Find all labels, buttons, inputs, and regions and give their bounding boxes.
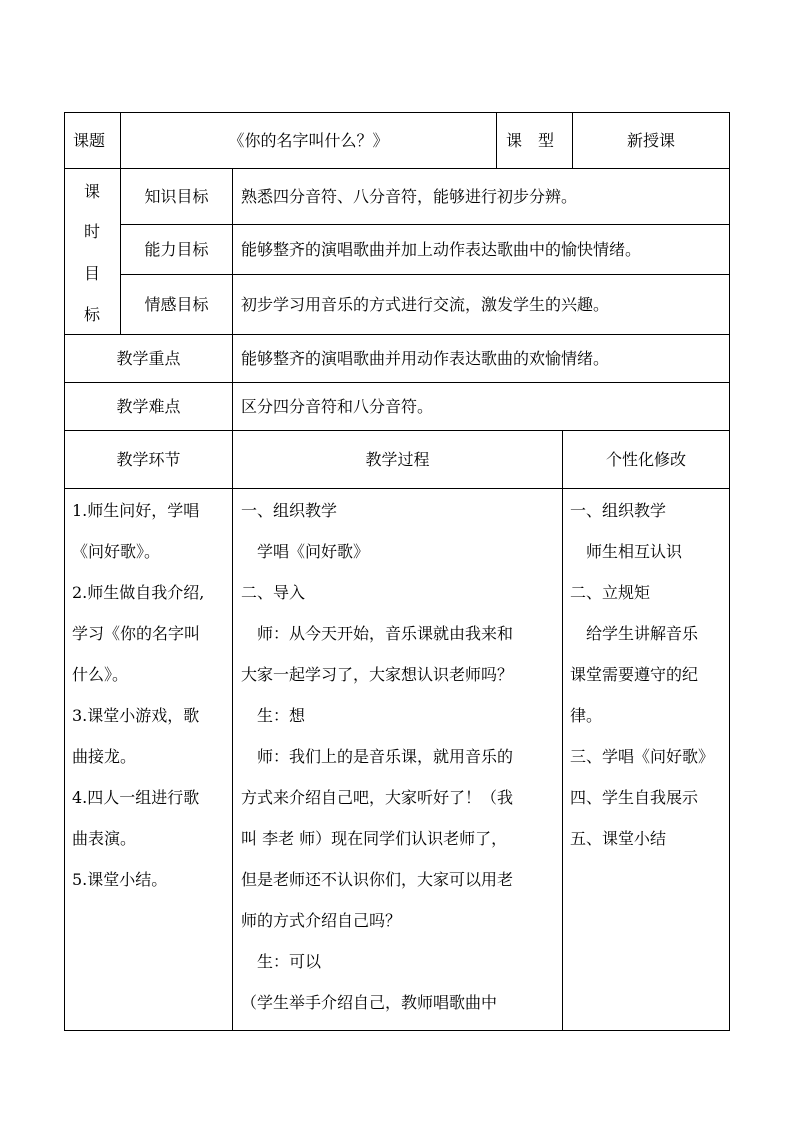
emotion-objective-label: 情感目标 (144, 295, 209, 314)
list-item: 师：从今天开始，音乐课就由我来和 (241, 624, 514, 643)
list-item: 学习《你的名字叫 (72, 624, 201, 643)
row-divider-5 (64, 382, 730, 383)
list-item: 曲接龙。 (72, 747, 137, 766)
objectives-label-char-1: 课 (84, 182, 101, 201)
list-item: 五、课堂小结 (570, 829, 667, 848)
list-item: 生：可以 (241, 952, 322, 971)
process-column-header: 教学过程 (365, 450, 430, 469)
list-item: 2.师生做自我介绍, (72, 583, 205, 602)
col-divider-e (562, 430, 563, 1031)
type-label: 课 型 (506, 131, 555, 150)
row-divider-6 (64, 430, 730, 431)
key-point-text: 能够整齐的演唱歌曲并用动作表达歌曲的欢愉情绪。 (241, 349, 610, 368)
row-divider-4 (64, 334, 730, 335)
topic-label: 课题 (73, 131, 106, 150)
list-item: 师的方式介绍自己吗？ (241, 911, 402, 930)
modify-column-header: 个性化修改 (605, 450, 686, 469)
list-item: 叫 李老 师）现在同学们认识老师了， (241, 829, 508, 848)
steps-column-header: 教学环节 (116, 450, 181, 469)
process-list (241, 490, 513, 1023)
list-item: 一、组织教学 (241, 501, 338, 520)
list-item: 生：想 (241, 706, 306, 725)
list-item: （学生举手介绍自己，教师唱歌曲中 (241, 993, 498, 1012)
list-item: 1.师生问好，学唱 (72, 501, 200, 520)
difficulty-text: 区分四分音符和八分音符。 (241, 397, 434, 416)
row-divider-1 (64, 168, 730, 169)
col-divider-b (232, 168, 233, 1031)
list-item: 师：我们上的是音乐课，就用音乐的 (241, 747, 514, 766)
key-point-label: 教学重点 (116, 349, 181, 368)
topic-value: 《你的名字叫什么？》 (228, 131, 389, 150)
list-item: 大家一起学习了，大家想认识老师吗？ (241, 665, 514, 684)
list-item: 3.课堂小游戏，歌 (72, 706, 200, 725)
list-item: 一、组织教学 (570, 501, 667, 520)
objectives-label-char-3: 目 (84, 264, 101, 283)
list-item: 曲表演。 (72, 829, 137, 848)
list-item: 《问好歌》。 (72, 542, 161, 561)
type-value: 新授课 (626, 131, 675, 150)
list-item: 律。 (570, 706, 603, 725)
list-item: 二、立规矩 (570, 583, 651, 602)
list-item: 四、学生自我展示 (570, 788, 699, 807)
list-item: 学唱《问好歌》 (241, 542, 370, 561)
ability-objective-text: 能够整齐的演唱歌曲并加上动作表达歌曲中的愉快情绪。 (241, 240, 642, 259)
list-item: 给学生讲解音乐 (570, 624, 699, 643)
col-divider-c (496, 112, 497, 169)
list-item: 课堂需要遵守的纪 (570, 665, 699, 684)
row-divider-7 (64, 488, 730, 489)
objectives-label-char-2: 时 (84, 222, 101, 241)
modify-list (570, 490, 714, 859)
table-border-top (64, 112, 730, 113)
table-border-left (64, 112, 65, 1031)
table-border-right (729, 112, 730, 1031)
list-item: 什么》。 (72, 665, 129, 684)
row-divider-2 (120, 224, 730, 225)
ability-objective-label: 能力目标 (144, 240, 209, 259)
row-divider-3 (120, 274, 730, 275)
list-item: 师生相互认识 (570, 542, 683, 561)
objectives-label-char-4: 标 (84, 305, 101, 324)
list-item: 三、学唱《问好歌》 (570, 747, 715, 766)
list-item: 二、导入 (241, 583, 306, 602)
emotion-objective-text: 初步学习用音乐的方式进行交流，激发学生的兴趣。 (241, 295, 610, 314)
knowledge-objective-text: 熟悉四分音符、八分音符，能够进行初步分辨。 (241, 187, 578, 206)
list-item: 4.四人一组进行歌 (72, 788, 200, 807)
list-item: 5.课堂小结。 (72, 870, 168, 889)
list-item: 方式来介绍自己吧，大家听好了！（我 (241, 788, 514, 807)
knowledge-objective-label: 知识目标 (144, 187, 209, 206)
steps-list (72, 490, 204, 900)
difficulty-label: 教学难点 (116, 397, 181, 416)
list-item: 但是老师还不认识你们，大家可以用老 (241, 870, 514, 889)
table-border-bottom (64, 1030, 730, 1031)
